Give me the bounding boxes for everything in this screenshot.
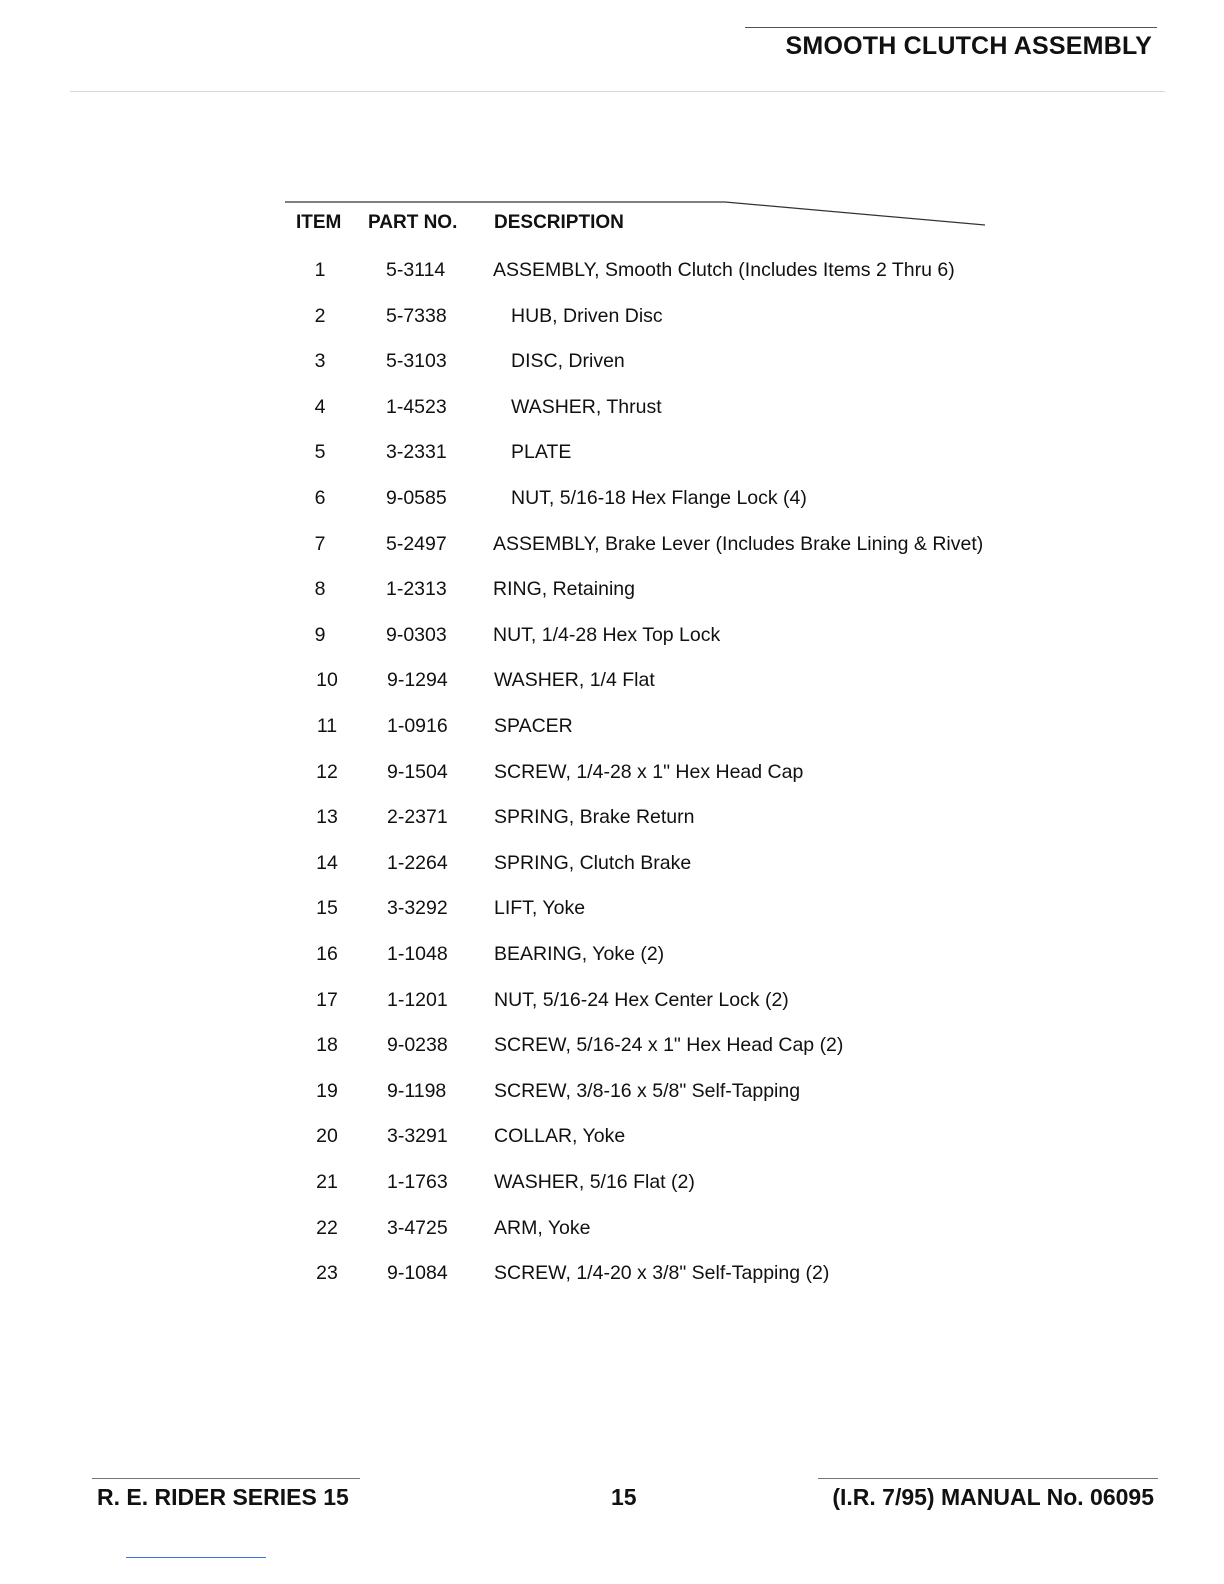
part-description: HUB, Driven Disc [511, 304, 663, 327]
part-description: SPRING, Brake Return [494, 806, 695, 829]
part-description: WASHER, Thrust [511, 395, 662, 418]
item-number: 10 [316, 669, 338, 692]
part-description: DISC, Driven [511, 350, 625, 373]
item-number: 8 [314, 578, 326, 601]
part-description: ARM, Yoke [494, 1216, 591, 1239]
part-description: SCREW, 3/8-16 x 5/8" Self-Tapping [494, 1079, 801, 1102]
item-number: 2 [314, 304, 326, 327]
item-number: 3 [314, 350, 326, 373]
part-number: 9-1294 [387, 669, 448, 692]
table-row [0, 989, 1224, 1015]
part-number: 5-3114 [386, 259, 446, 281]
part-description: PLATE [511, 441, 572, 464]
part-number: 1-4523 [386, 395, 447, 418]
column-header-description: DESCRIPTION [494, 212, 624, 233]
table-row [0, 943, 1224, 969]
scan-line [70, 91, 1165, 92]
table-row [0, 259, 1224, 285]
table-row [0, 305, 1224, 331]
part-number: 1-1763 [387, 1171, 448, 1193]
scan-mark [126, 1557, 266, 1558]
part-description: SCREW, 5/16-24 x 1" Hex Head Cap (2) [494, 1034, 844, 1057]
part-description: NUT, 5/16-24 Hex Center Lock (2) [494, 988, 789, 1011]
part-number: 5-2497 [386, 532, 447, 555]
part-number: 1-2313 [386, 578, 447, 601]
table-row [0, 1125, 1224, 1151]
table-row [0, 897, 1224, 923]
footer-page-number: 15 [611, 1484, 637, 1510]
item-number: 7 [314, 532, 326, 555]
page-title: SMOOTH CLUTCH ASSEMBLY [785, 32, 1152, 60]
item-number: 13 [316, 806, 338, 829]
table-row [0, 624, 1224, 650]
table-row [0, 1217, 1224, 1243]
table-row [0, 852, 1224, 878]
part-number: 9-0238 [387, 1034, 448, 1057]
part-number: 1-1048 [387, 943, 448, 965]
part-description: RING, Retaining [493, 578, 635, 601]
part-description: SPRING, Clutch Brake [494, 851, 692, 874]
part-description: SPACER [494, 715, 573, 737]
part-number: 3-2331 [386, 441, 447, 464]
part-number: 9-1084 [387, 1262, 448, 1285]
part-description: NUT, 1/4-28 Hex Top Lock [493, 623, 721, 646]
part-description: COLLAR, Yoke [494, 1125, 626, 1148]
item-number: 22 [316, 1216, 338, 1239]
table-row [0, 578, 1224, 604]
part-description: BEARING, Yoke (2) [494, 943, 665, 965]
item-number: 11 [316, 715, 338, 737]
footer-rule-right [818, 1478, 1158, 1479]
part-description: ASSEMBLY, Smooth Clutch (Includes Items 2 Thru 6) [493, 259, 955, 281]
item-number: 4 [314, 395, 326, 418]
item-number: 1 [314, 259, 326, 281]
item-number: 23 [316, 1262, 338, 1285]
table-row [0, 1171, 1224, 1197]
part-number: 9-1198 [387, 1079, 447, 1102]
table-row [0, 487, 1224, 513]
table-row [0, 1034, 1224, 1060]
item-number: 9 [314, 623, 326, 646]
part-number: 1-0916 [387, 715, 448, 737]
footer-series: R. E. RIDER SERIES 15 [97, 1484, 349, 1510]
item-number: 6 [314, 487, 326, 509]
part-number: 3-4725 [387, 1216, 448, 1239]
item-number: 5 [314, 441, 326, 464]
part-number: 1-1201 [387, 988, 448, 1011]
part-description: ASSEMBLY, Brake Lever (Includes Brake Lining & Rivet) [493, 532, 984, 555]
footer-manual-number: (I.R. 7/95) MANUAL No. 06095 [832, 1484, 1154, 1510]
part-description: WASHER, 1/4 Flat [494, 669, 655, 692]
item-number: 17 [316, 988, 338, 1011]
part-description: SCREW, 1/4-20 x 3/8" Self-Tapping (2) [494, 1262, 830, 1285]
table-row [0, 533, 1224, 559]
column-header-part-no: PART NO. [368, 212, 458, 233]
part-number: 3-3291 [387, 1125, 448, 1148]
item-number: 18 [316, 1034, 338, 1057]
footer-rule-left [92, 1478, 360, 1479]
table-row [0, 350, 1224, 376]
table-row [0, 1262, 1224, 1288]
part-number: 9-0585 [386, 487, 447, 509]
table-row [0, 1080, 1224, 1106]
table-row [0, 396, 1224, 422]
part-number: 9-0303 [386, 623, 447, 646]
item-number: 21 [316, 1171, 338, 1193]
part-description: WASHER, 5/16 Flat (2) [494, 1171, 695, 1193]
part-description: LIFT, Yoke [494, 897, 586, 920]
table-row [0, 669, 1224, 695]
item-number: 15 [316, 897, 338, 920]
column-header-item: ITEM [296, 212, 342, 233]
item-number: 14 [316, 851, 338, 874]
part-description: NUT, 5/16-18 Hex Flange Lock (4) [511, 487, 807, 509]
table-row [0, 761, 1224, 787]
part-number: 9-1504 [387, 760, 448, 783]
table-row [0, 715, 1224, 741]
part-number: 5-7338 [386, 304, 447, 327]
part-number: 3-3292 [387, 897, 448, 920]
header-rule [745, 27, 1157, 28]
part-number: 5-3103 [386, 350, 447, 373]
item-number: 16 [316, 943, 338, 965]
table-row [0, 806, 1224, 832]
item-number: 20 [316, 1125, 338, 1148]
part-number: 2-2371 [387, 806, 448, 829]
part-description: SCREW, 1/4-28 x 1" Hex Head Cap [494, 760, 804, 783]
table-row [0, 441, 1224, 467]
item-number: 12 [316, 760, 338, 783]
item-number: 19 [316, 1079, 338, 1102]
part-number: 1-2264 [387, 851, 448, 874]
